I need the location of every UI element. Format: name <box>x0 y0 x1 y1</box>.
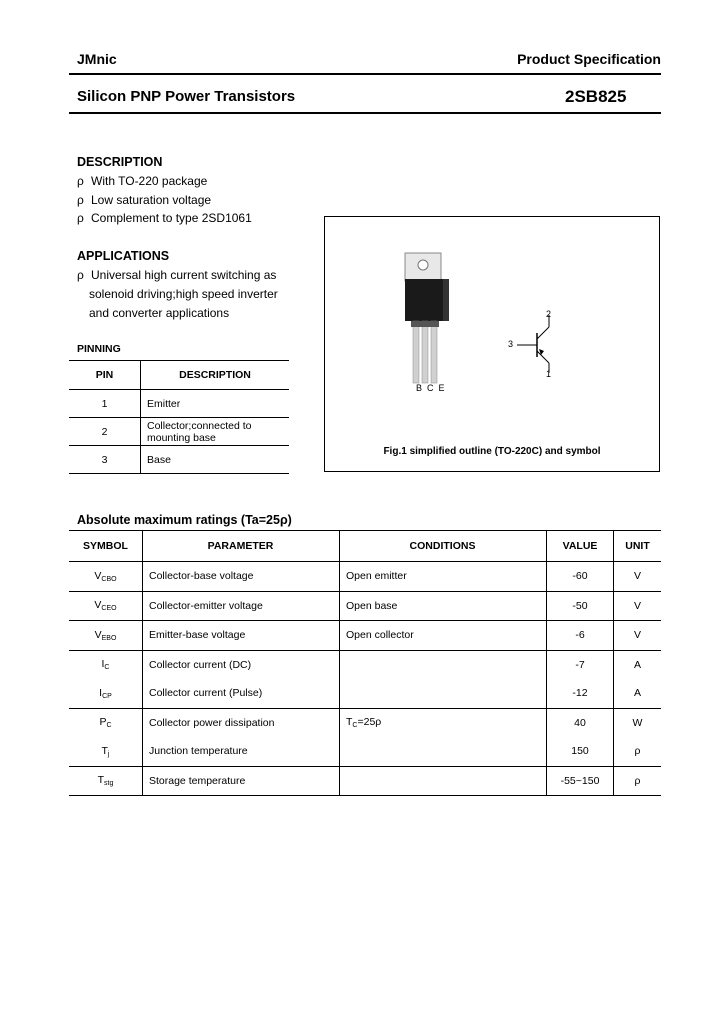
symbol-sub: EBO <box>101 634 117 642</box>
conditions-cell <box>340 650 547 679</box>
symbol-cell <box>69 562 143 592</box>
value-cell: -6 <box>547 621 614 651</box>
symbol-sub: CBO <box>101 575 117 583</box>
unit-cell: V <box>614 562 662 592</box>
applications-text: solenoid driving;high speed inverter <box>89 287 278 301</box>
value-cell: 150 <box>547 737 614 766</box>
page-subtitle: Silicon PNP Power Transistors <box>77 88 296 105</box>
pinning-table <box>69 360 289 474</box>
table-row <box>69 418 289 446</box>
condition-sub: C <box>352 722 358 730</box>
table-row <box>69 591 661 621</box>
bullet-mark: ρ <box>77 211 84 225</box>
symbol-letter: V <box>94 599 102 612</box>
bullet-mark: ρ <box>77 174 84 188</box>
table-header-row <box>69 531 661 562</box>
value-cell: -7 <box>547 650 614 679</box>
value-cell: -50 <box>547 591 614 621</box>
conditions-cell: Open base <box>340 591 547 621</box>
table-row <box>69 737 661 766</box>
table-row <box>69 562 661 592</box>
unit-cell: ρ <box>614 737 662 766</box>
column-header: DESCRIPTION <box>141 361 290 390</box>
pin-description: Base <box>141 446 290 474</box>
symbol-sub: CEO <box>101 605 117 613</box>
column-header: CONDITIONS <box>340 531 547 562</box>
column-header: SYMBOL <box>69 531 143 562</box>
condition-rest: =25ρ <box>357 716 382 729</box>
symbol-letter: I <box>101 658 105 671</box>
unit-cell: V <box>614 591 662 621</box>
value-cell: -55~150 <box>547 766 614 796</box>
parameter-cell: Storage temperature <box>143 766 340 796</box>
applications-item <box>77 268 276 282</box>
company-name: JMnic <box>77 51 117 67</box>
table-row <box>69 766 661 796</box>
parameter-cell: Collector current (Pulse) <box>143 679 340 708</box>
description-title: DESCRIPTION <box>77 155 163 169</box>
ratings-title: Absolute maximum ratings (Ta=25ρ) <box>77 513 292 527</box>
parameter-cell: Collector-base voltage <box>143 562 340 592</box>
description-text: With TO-220 package <box>91 174 208 188</box>
bullet-mark: ρ <box>77 193 84 207</box>
description-item <box>77 174 207 188</box>
conditions-cell <box>340 679 547 708</box>
description-item <box>77 211 252 225</box>
unit-cell: ρ <box>614 766 662 796</box>
conditions-cell <box>340 766 547 796</box>
condition-letter: T <box>346 716 353 729</box>
package-pin-labels: B C E <box>416 383 445 393</box>
applications-text: and converter applications <box>89 306 230 320</box>
figure-caption: Fig.1 simplified outline (TO-220C) and symbol <box>383 446 601 457</box>
conditions-cell: Open emitter <box>340 562 547 592</box>
symbol-cell <box>69 766 143 796</box>
header-rule-top <box>69 73 661 75</box>
symbol-cell <box>69 679 143 708</box>
part-number: 2SB825 <box>565 87 627 106</box>
symbol-sub: C <box>106 722 112 730</box>
parameter-cell: Collector current (DC) <box>143 650 340 679</box>
applications-text: Universal high current switching as <box>91 268 277 282</box>
description-text: Complement to type 2SD1061 <box>91 211 252 225</box>
symbol-letter: P <box>99 716 107 729</box>
symbol-letter: I <box>99 686 103 699</box>
parameter-cell: Collector-emitter voltage <box>143 591 340 621</box>
symbol-cell <box>69 650 143 679</box>
conditions-cell <box>340 737 547 766</box>
parameter-cell: Emitter-base voltage <box>143 621 340 651</box>
column-header: PIN <box>69 361 141 390</box>
value-cell: 40 <box>547 708 614 737</box>
table-row <box>69 650 661 679</box>
table-header-row <box>69 361 289 390</box>
conditions-cell: Open collector <box>340 621 547 651</box>
unit-cell: A <box>614 679 662 708</box>
symbol-letter: T <box>97 774 105 787</box>
table-row <box>69 708 661 737</box>
value-cell: -12 <box>547 679 614 708</box>
pin-description: Emitter <box>141 390 290 418</box>
symbol-cell <box>69 621 143 651</box>
symbol-sub: C <box>104 664 110 672</box>
parameter-cell: Junction temperature <box>143 737 340 766</box>
table-row <box>69 390 289 418</box>
pin-description: Collector;connected to mounting base <box>141 418 290 446</box>
pin-number: 3 <box>69 446 141 474</box>
pin-number: 1 <box>69 390 141 418</box>
conditions-cell <box>340 708 547 737</box>
symbol-letter: V <box>94 569 102 582</box>
symbol-letter: T <box>101 744 108 757</box>
ratings-table <box>69 530 661 796</box>
symbol-sub: stg <box>104 780 114 788</box>
description-item <box>77 193 211 207</box>
symbol-cell <box>69 591 143 621</box>
applications-title: APPLICATIONS <box>77 249 170 263</box>
pin-number: 2 <box>69 418 141 446</box>
doc-type: Product Specification <box>517 51 661 67</box>
pnp-transistor-symbol <box>505 305 585 385</box>
table-row <box>69 621 661 651</box>
table-row <box>69 446 289 474</box>
symbol-sub: j <box>107 750 110 758</box>
table-row <box>69 679 661 708</box>
column-header: VALUE <box>547 531 614 562</box>
description-text: Low saturation voltage <box>91 193 212 207</box>
symbol-letter: V <box>94 628 102 641</box>
symbol-cell <box>69 708 143 737</box>
symbol-sub: CP <box>102 692 112 700</box>
header-rule-bottom <box>69 112 661 114</box>
pinning-title: PINNING <box>77 343 121 355</box>
unit-cell: W <box>632 716 643 729</box>
figure-box <box>324 216 660 472</box>
symbol-pin-left: 3 <box>508 339 514 349</box>
unit-cell: V <box>614 621 662 651</box>
symbol-cell <box>69 737 143 766</box>
to220-package-image <box>391 249 481 399</box>
column-header: UNIT <box>614 531 662 562</box>
symbol-pin-bottom: 1 <box>546 369 552 379</box>
value-cell: -60 <box>547 562 614 592</box>
parameter-cell: Collector power dissipation <box>143 708 340 737</box>
symbol-pin-top: 2 <box>546 309 552 319</box>
unit-cell: A <box>633 658 641 671</box>
column-header: PARAMETER <box>143 531 340 562</box>
bullet-mark: ρ <box>77 268 84 282</box>
